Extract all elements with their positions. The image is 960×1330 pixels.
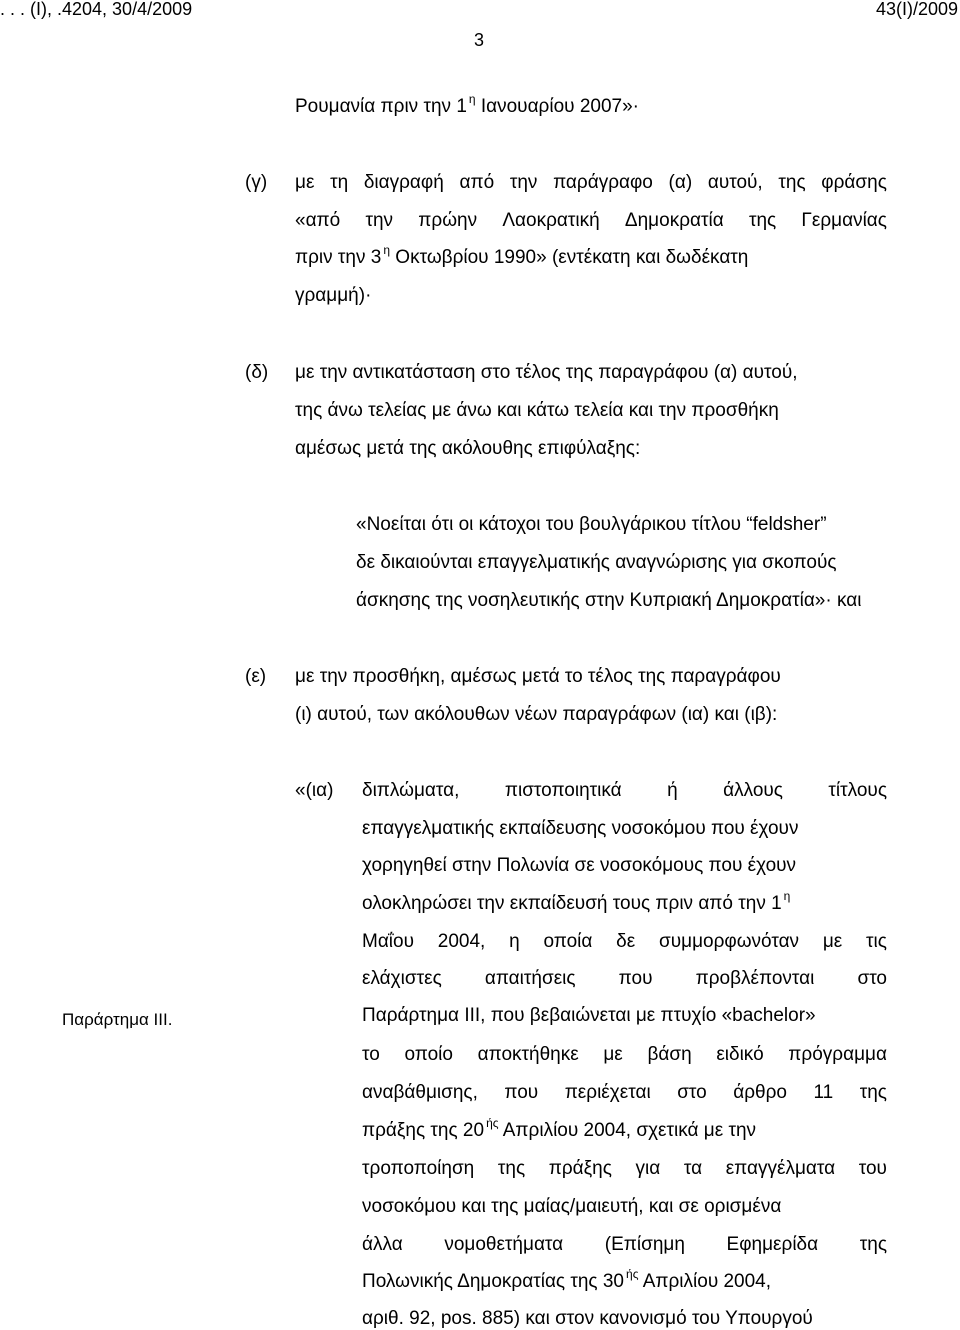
item-ia-line-4: ολοκληρώσει την εκπαίδευσή τους πριν από την 1 $^\eta$ [362,889,791,914]
item-d-line-3: αμέσως μετά της ακόλουθης επιφύλαξης: [295,438,641,459]
item-ia-line-11: τροποποίηση της πράξης για τα επαγγέλματα του [362,1158,887,1179]
item-ia-line-7: Παράρτημα ΙΙΙ, που βεβαιώνεται με πτυχίο «bachelor» [362,1005,816,1026]
item-e-label: (ε) [245,666,267,687]
item-ia-line-3: χορηγηθεί στην Πολωνία σε νοσοκόμους που έχουν [362,855,797,876]
proviso-line-2: δε δικαιούνται επαγγελματικής αναγνώρισης για σκοπούς [356,552,837,573]
item-g-line-4: γραμμή)· [295,285,372,306]
header-left: . . . (Ι), .4204, 30/4/2009 [0,0,193,19]
item-e-line-2: (ι) αυτού, των ακόλουθων νέων παραγράφων (ια) και (ιβ): [295,704,778,725]
item-ia-line-8: το οποίο αποκτήθηκε με βάση ειδικό πρόγραμμα [362,1044,887,1065]
item-ia-line-15: αριθ. 92, pos. 885) και στον κανονισμό του Υπουργού [362,1308,813,1329]
item-ia-line-9: αναβάθμισης, που περιέχεται στο άρθρο 11 της [362,1082,887,1103]
item-d-line-1: με την αντικατάσταση στο τέλος της παραγράφου (α) αυτού, [295,362,798,383]
proviso-line-3: άσκησης της νοσηλευτικής στην Κυπριακή Δημοκρατία»· και [356,590,862,611]
item-ia-line-2: επαγγελματικής εκπαίδευσης νοσοκόμου που έχουν [362,818,799,839]
item-ia-line-5: Μαΐου 2004, η οποία δε συμμορφωνόταν με τις [362,931,887,952]
item-g-line-2: «από την πρώην Λαοκρατική Δημοκρατία της Γερμανίας [295,210,887,231]
item-d-line-2: της άνω τελείας με άνω και κάτω τελεία και την προσθήκη [295,400,779,421]
item-ia-line-6: ελάχιστες απαιτήσεις που προβλέπονται στο [362,968,887,989]
intro-line: Ρουμανία πριν την 1 $^\eta$ Ιανουαρίου 2007»· [295,92,639,117]
item-ia-label: «(ια) [295,780,334,801]
page-number: 3 [474,30,485,50]
item-g-line-1: με τη διαγραφή από την παράγραφο (α) αυτού, της φράσης [295,172,887,193]
item-e-line-1: με την προσθήκη, αμέσως μετά το τέλος της παραγράφου [295,666,781,687]
item-g-line-3: πριν την 3 $^\eta$ Οκτωβρίου 1990» (εντέκατη και δωδέκατη [295,243,749,268]
item-ia-line-12: νοσοκόμου και της μαίας/μαιευτή, και σε ορισμένα [362,1196,782,1217]
margin-note: Παράρτημα ΙΙΙ. [62,1010,173,1029]
item-ia-line-10: πράξης της 20 $^{ή\varsigma}$ Απριλίου 2004, σχετικά με την [362,1116,757,1141]
item-ia-line-13: άλλα νομοθετήματα (Επίσημη Εφημερίδα της [362,1234,887,1255]
item-d-label: (δ) [245,362,269,383]
item-ia-line-14: Πολωνικής Δημοκρατίας της 30 $^{ή\varsigma}$ Απριλίου 2004, [362,1267,772,1292]
item-ia-line-1: διπλώματα, πιστοποιητικά ή άλλους τίτλους [362,780,887,801]
item-g-label: (γ) [245,172,268,193]
proviso-line-1: «Νοείται ότι οι κάτοχοι του βουλγάρικου τίτλου “feldsher” [356,514,827,535]
header-right: 43(Ι)/2009 [875,0,958,19]
